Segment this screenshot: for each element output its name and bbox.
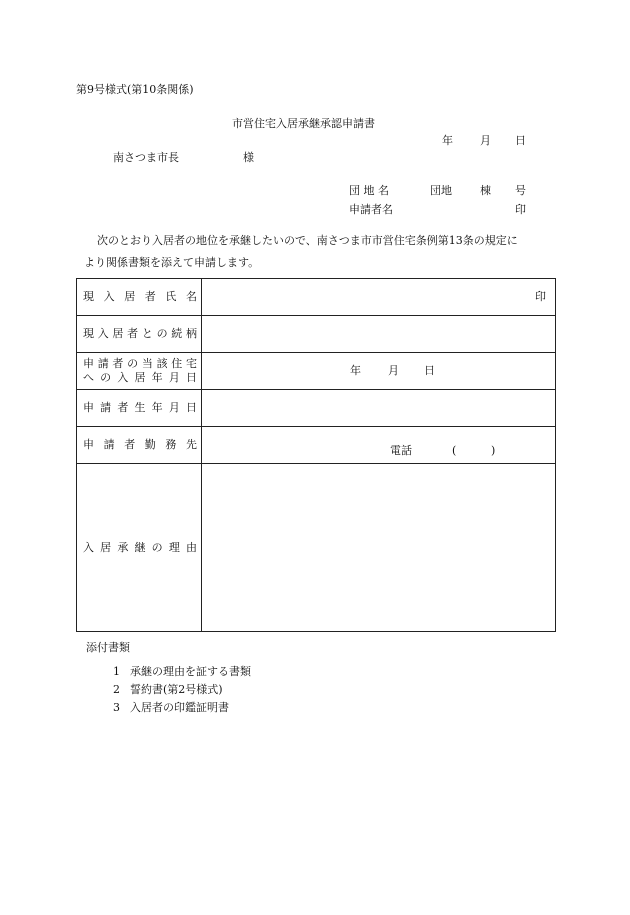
body-text-line1: 次のとおり入居者の地位を承継したいので、南さつま市市営住宅条例第13条の規定に [97,234,518,247]
succession-reason-field[interactable] [202,464,556,632]
relationship-field[interactable] [202,316,556,353]
move-in-date-field[interactable] [202,353,556,390]
row-relationship [77,316,556,353]
move-in-date-label-line2: への入居年月日 [83,371,197,384]
addressee-honorific: 様 [243,151,254,164]
workplace-label: 申請者勤務先 [83,438,197,451]
date-month: 月 [480,134,491,147]
row-move-in-date [77,353,556,390]
row-succession-reason [77,464,556,632]
body-text-line2: より関係書類を添えて申請します。 [84,256,260,269]
birth-date-label: 申請者生年月日 [83,401,197,414]
move-in-year: 年 [350,364,361,377]
date-day: 日 [515,134,526,147]
phone-label: 電話 [390,444,412,457]
label-cell [77,279,202,316]
row-birth-date [77,390,556,427]
attachment-text: 誓約書(第2号様式) [130,683,223,696]
row-current-resident-name [77,279,556,316]
form-number: 第9号様式(第10条関係) [76,83,194,96]
attachment-number: 1 [113,665,120,678]
applicant-seal: 印 [515,203,526,216]
date-year: 年 [442,134,453,147]
succession-reason-label: 入居承継の理由 [83,540,197,554]
attachment-number: 3 [113,701,120,714]
label-cell [77,390,202,427]
attachment-text: 承継の理由を証する書類 [130,665,251,678]
phone-close-paren: ) [491,444,496,457]
move-in-date-label-line1: 申請者の当該住宅 [83,357,197,370]
current-resident-name-label: 現入居者氏名 [83,290,197,303]
document-title: 市営住宅入居承継承認申請書 [232,117,375,130]
building-suffix: 棟 [480,184,491,197]
current-resident-seal: 印 [535,290,546,303]
danchi-suffix: 団地 [430,184,452,197]
attachment-number: 2 [113,683,120,696]
move-in-day: 日 [424,364,435,377]
applicant-name-label: 申請者名 [349,203,393,216]
move-in-month: 月 [388,364,399,377]
danchi-label: 団 地 名 [349,184,389,197]
label-cell [77,427,202,464]
birth-date-field[interactable] [202,390,556,427]
addressee-name: 南さつま市長 [113,151,179,164]
row-workplace [77,427,556,464]
attachment-text: 入居者の印鑑証明書 [130,701,229,714]
application-form-table [76,278,556,632]
label-cell [77,316,202,353]
attachments-heading: 添付書類 [86,641,130,654]
label-cell [77,353,202,390]
current-resident-name-field[interactable] [202,279,556,316]
phone-open-paren: ( [452,444,457,457]
label-cell [77,464,202,632]
number-suffix: 号 [515,184,526,197]
workplace-field[interactable] [202,427,556,464]
relationship-label: 現入居者との続柄 [83,327,197,340]
